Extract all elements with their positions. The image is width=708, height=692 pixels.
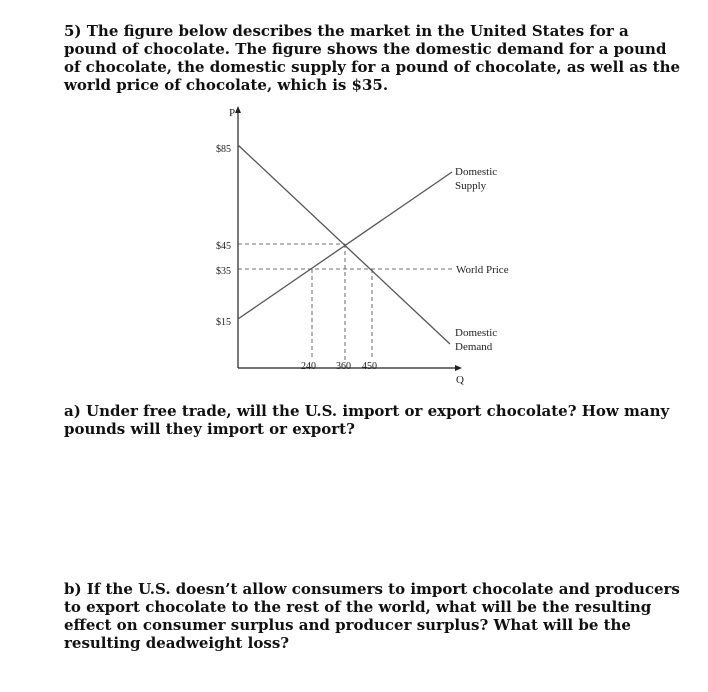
world-price-label: World Price: [456, 264, 509, 276]
y-axis-arrow: [235, 106, 241, 113]
x-axis-arrow: [455, 365, 462, 371]
question-b: b) If the U.S. doesn’t allow consumers to import chocolate and producers to export chocolate to the rest of the world, what will be the resulting effect on consumer surplus and producer surplus? What will be the resulting deadweight loss?: [64, 580, 680, 652]
y-tick-15: $15: [216, 317, 231, 328]
x-tick-240: 240: [301, 361, 316, 372]
question-intro: 5) The figure below describes the market in the United States for a pound of chocolate. The figure shows the domestic demand for a pound of chocolate, the domestic supply for a pound of chocolate, as well as the world price of chocolate, which is $35.: [64, 22, 681, 94]
x-tick-450: 450: [362, 361, 377, 372]
supply-label-line1: Domestic: [455, 166, 498, 178]
demand-label-line1: Domestic: [455, 327, 498, 339]
question-a: a) Under free trade, will the U.S. import or export chocolate? How many pounds will they import or export?: [64, 402, 670, 438]
y-tick-45: $45: [216, 241, 231, 252]
x-axis-label: Q: [456, 374, 464, 386]
x-tick-360: 360: [336, 361, 351, 372]
domestic-demand-curve: [238, 145, 450, 344]
y-tick-85: $85: [216, 144, 231, 155]
y-axis-label: P: [229, 107, 236, 119]
supply-label-line2: Supply: [455, 180, 487, 192]
demand-label-line2: Demand: [455, 341, 493, 353]
y-tick-35: $35: [216, 266, 231, 277]
